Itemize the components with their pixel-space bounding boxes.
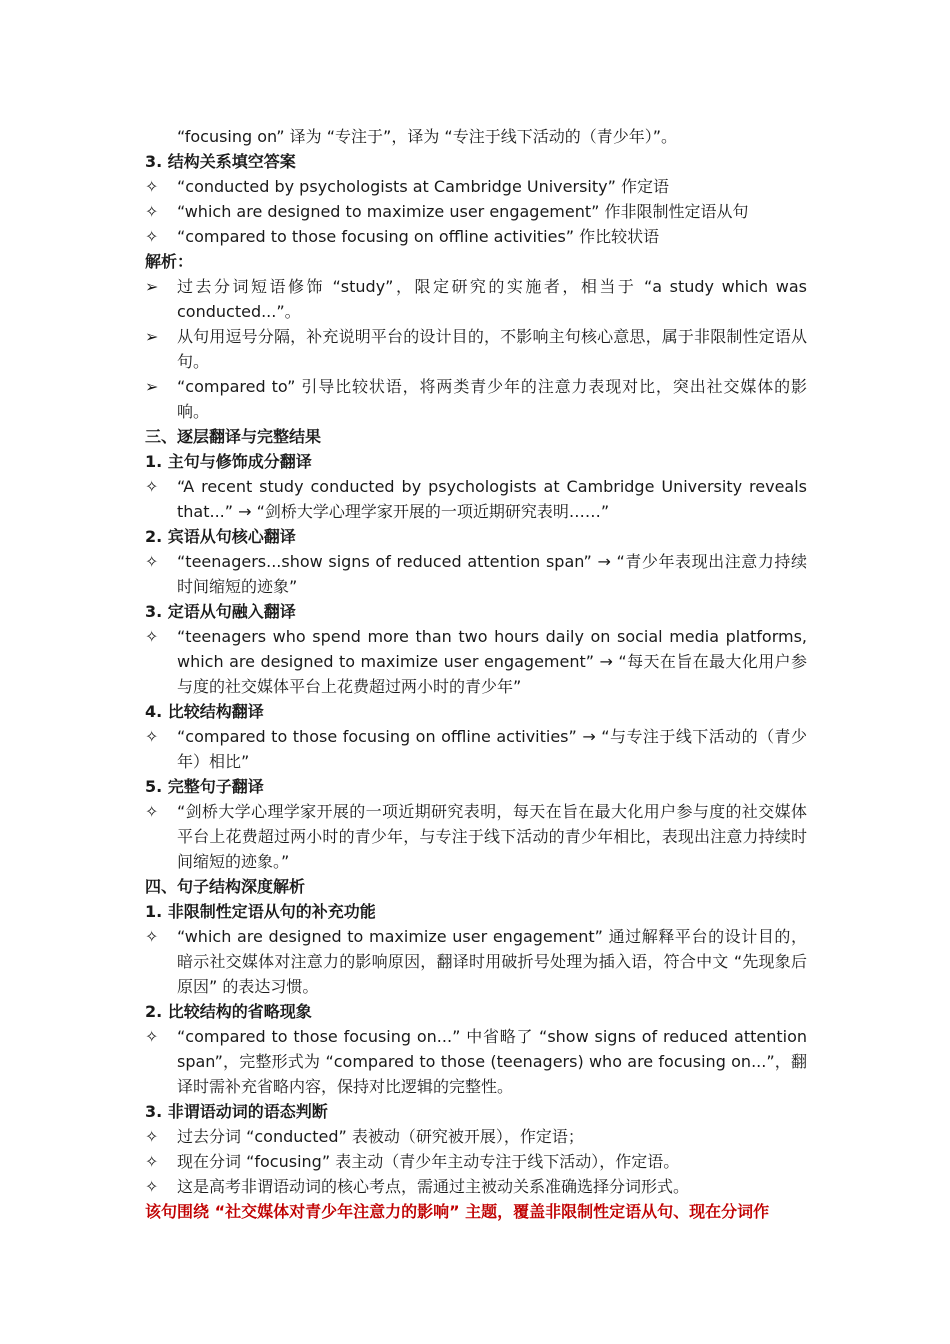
list-item: ✧ “compared to those focusing on offline activities” → “与专注于线下活动的（青少年）相比” (145, 724, 807, 774)
list-item: ➢ 从句用逗号分隔，补充说明平台的设计目的，不影响主句核心意思，属于非限制性定语从句。 (145, 324, 807, 374)
list-item: ✧ “compared to those focusing on...” 中省略了 “show signs of reduced attention span”，完整形式为 “compared to those (teenagers) who are focusing on...”，翻译时需补充省略内容，保持对比逻辑的完整性。 (145, 1024, 807, 1099)
diamond-bullet-icon: ✧ (145, 202, 159, 221)
list-item: ✧ “teenagers...show signs of reduced attention span” → “青少年表现出注意力持续时间缩短的迹象” (145, 549, 807, 599)
document-page (145, 124, 807, 1224)
list-item: ✧ 现在分词 “focusing” 表主动（青少年主动专注于线下活动），作定语。 (145, 1149, 807, 1174)
section-heading: 3. 定语从句融入翻译 (145, 602, 296, 621)
list-item: ✧ 这是高考非谓语动词的核心考点，需通过主被动关系准确选择分词形式。 (145, 1174, 807, 1199)
diamond-bullet-icon: ✧ (145, 802, 159, 821)
list-item: ✧ “剑桥大学心理学家开展的一项近期研究表明，每天在旨在最大化用户参与度的社交媒体平台上花费超过两小时的青少年，与专注于线下活动的青少年相比，表现出注意力持续时间缩短的迹象。” (145, 799, 807, 874)
list-item: ✧ “conducted by psychologists at Cambridge University” 作定语 (145, 174, 807, 199)
summary-highlight: 该句围绕 “社交媒体对青少年注意力的影响” 主题，覆盖非限制性定语从句、现在分词作 (145, 1202, 770, 1221)
diamond-bullet-icon: ✧ (145, 477, 159, 496)
list-item: ✧ “which are designed to maximize user engagement” 通过解释平台的设计目的，暗示社交媒体对注意力的影响原因，翻译时用破折号处理为插入语，符合中文 “先现象后原因” 的表达习惯。 (145, 924, 807, 999)
part-heading: 四、句子结构深度解析 (145, 877, 306, 896)
list-item: ✧ “which are designed to maximize user engagement” 作非限制性定语从句 (145, 199, 807, 224)
list-item: ✧ “compared to those focusing on offline activities” 作比较状语 (145, 224, 807, 249)
diamond-bullet-icon: ✧ (145, 627, 159, 646)
arrow-bullet-icon: ➢ (145, 277, 159, 296)
list-item: ✧ “teenagers who spend more than two hours daily on social media platforms, which are designed to maximize user engagement” → “每天在旨在最大化用户参与度的社交媒体平台上花费超过两小时的青少年” (145, 624, 807, 699)
diamond-bullet-icon: ✧ (145, 927, 159, 946)
section-heading: 解析： (145, 252, 194, 271)
diamond-bullet-icon: ✧ (145, 552, 159, 571)
part-heading: 三、逐层翻译与完整结果 (145, 427, 322, 446)
diamond-bullet-icon: ✧ (145, 1127, 159, 1146)
section-heading: 3. 结构关系填空答案 (145, 152, 296, 171)
section-heading: 1. 非限制性定语从句的补充功能 (145, 902, 376, 921)
section-heading: 1. 主句与修饰成分翻译 (145, 452, 312, 471)
section-heading: 5. 完整句子翻译 (145, 777, 264, 796)
diamond-bullet-icon: ✧ (145, 727, 159, 746)
diamond-bullet-icon: ✧ (145, 227, 159, 246)
section-heading: 3. 非谓语动词的语态判断 (145, 1102, 328, 1121)
paragraph-continuation: “focusing on” 译为 “专注于”，译为 “专注于线下活动的（青少年）”。 (177, 127, 678, 146)
section-heading: 4. 比较结构翻译 (145, 702, 264, 721)
diamond-bullet-icon: ✧ (145, 1152, 159, 1171)
diamond-bullet-icon: ✧ (145, 1177, 159, 1196)
section-heading: 2. 比较结构的省略现象 (145, 1002, 312, 1021)
list-item: ➢ 过去分词短语修饰 “study”，限定研究的实施者，相当于 “a study which was conducted...”。 (145, 274, 807, 324)
section-heading: 2. 宾语从句核心翻译 (145, 527, 296, 546)
list-item: ✧ “A recent study conducted by psychologists at Cambridge University reveals that...” → “剑桥大学心理学家开展的一项近期研究表明……” (145, 474, 807, 524)
diamond-bullet-icon: ✧ (145, 1027, 159, 1046)
list-item: ✧ 过去分词 “conducted” 表被动（研究被开展），作定语； (145, 1124, 807, 1149)
arrow-bullet-icon: ➢ (145, 377, 159, 396)
diamond-bullet-icon: ✧ (145, 177, 159, 196)
list-item: ➢ “compared to” 引导比较状语，将两类青少年的注意力表现对比，突出社交媒体的影响。 (145, 374, 807, 424)
arrow-bullet-icon: ➢ (145, 327, 159, 346)
